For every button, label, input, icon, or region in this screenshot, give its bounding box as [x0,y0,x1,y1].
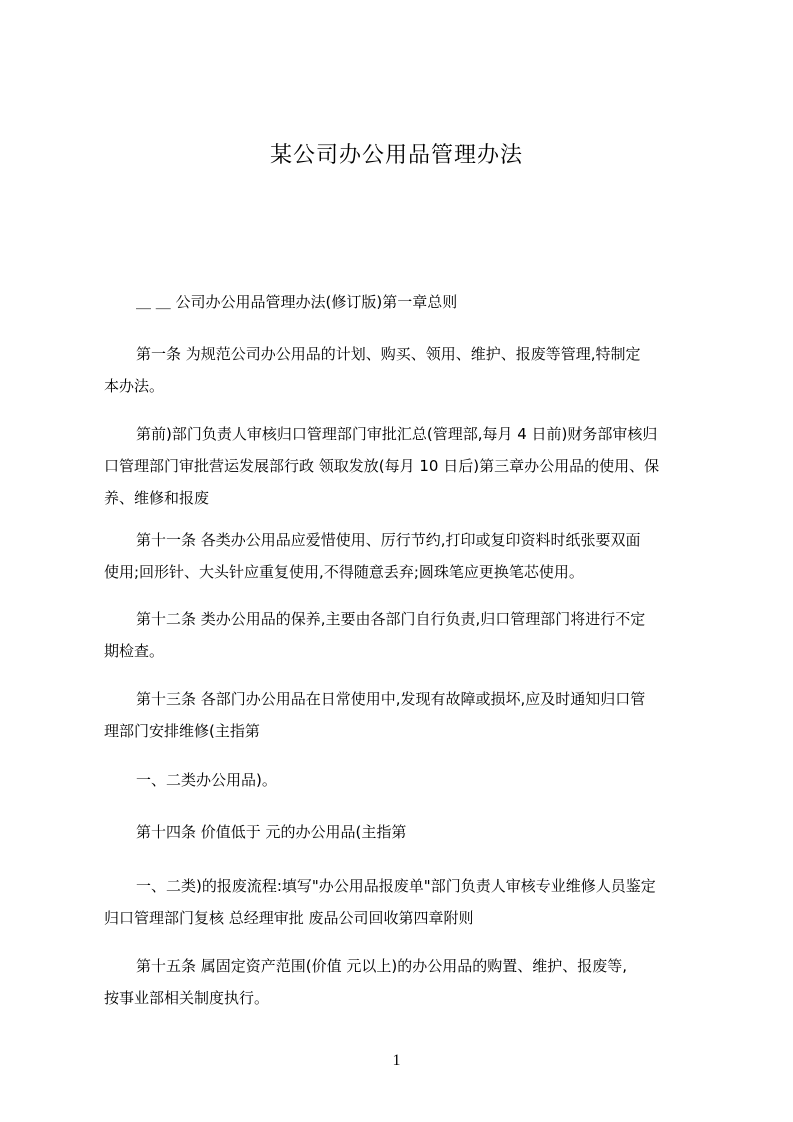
text-line: 期检查。 [104,642,165,660]
text-line: 第十五条 属固定资产范围(价值 元以上)的办公用品的购置、维护、报废等, [136,957,628,975]
text-line: 本办法。 [104,377,165,395]
paragraph-article-14 [104,816,700,848]
document-title: 某公司办公用品管理办法 [269,143,523,168]
paragraph-article-11 [104,524,700,588]
paragraph-category-note [104,764,700,796]
text-line: 归口管理部门复核 总经理审批 废品公司回收第四章附则 [104,909,474,927]
paragraph-disposal-flow [104,870,700,934]
text-line: 第十四条 价值低于 元的办公用品(主指第 [136,823,407,841]
text-line: 第一条 为规范公司办公用品的计划、购买、领用、维护、报废等管理,特制定 [136,345,641,363]
text-line: 使用;回形针、大头针应重复使用,不得随意丢弃;圆珠笔应更换笔芯使用。 [104,563,584,581]
paragraph-article-15 [104,950,700,1014]
paragraph-heading-chapter-1 [104,286,700,318]
paragraph-article-13 [104,683,700,747]
text-line: 口管理部门审批营运发展部行政 领取发放(每月 10 日后)第三章办公用品的使用、保 [104,457,660,475]
text-line: 一、二类)的报废流程:填写"办公用品报废单"部门负责人审核专业维修人员鉴定 [136,877,656,895]
page-number: 1 [392,1052,401,1069]
paragraph-article-12 [104,603,700,667]
paragraph-article-1 [104,338,700,402]
text-line: 一、二类办公用品)。 [136,771,277,789]
paragraph-approval-flow [104,418,700,514]
text-line: ＿ ＿ 公司办公用品管理办法(修订版)第一章总则 [136,293,458,311]
text-line: 第前)部门负责人审核归口管理部门审批汇总(管理部,每月 4 日前)财务部审核归 [136,425,658,443]
text-line: 第十一条 各类办公用品应爱惜使用、厉行节约,打印或复印资料时纸张要双面 [136,531,641,549]
text-line: 按事业部相关制度执行。 [104,989,270,1007]
text-line: 第十三条 各部门办公用品在日常使用中,发现有故障或损坏,应及时通知归口管 [136,690,646,708]
text-line: 第十二条 类办公用品的保养,主要由各部门自行负责,归口管理部门将进行不定 [136,610,646,628]
text-line: 理部门安排维修(主指第 [104,722,260,740]
text-line: 养、维修和报废 [104,489,210,507]
